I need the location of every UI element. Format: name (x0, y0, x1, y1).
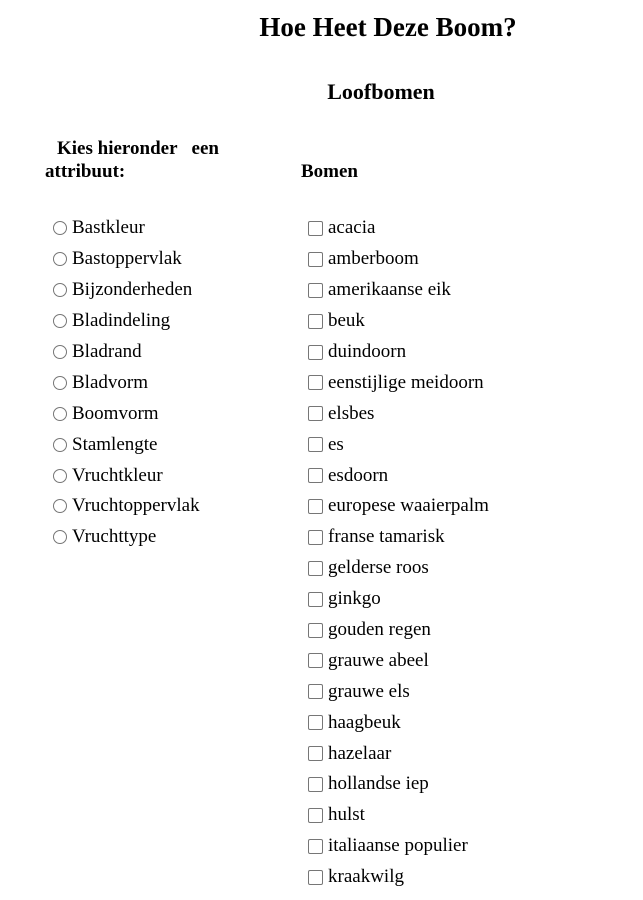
tree-option[interactable] (308, 676, 489, 707)
attribute-option[interactable] (53, 337, 200, 368)
tree-option[interactable] (308, 831, 489, 862)
tree-option[interactable] (308, 862, 489, 893)
radio-button[interactable] (53, 376, 67, 390)
attribute-radio-list (53, 213, 200, 553)
attribute-label: Vruchtkleur (72, 464, 163, 486)
tree-option[interactable] (308, 769, 489, 800)
tree-option[interactable] (308, 584, 489, 615)
attribute-option[interactable] (53, 460, 200, 491)
attribute-label: Bladindeling (72, 310, 171, 332)
radio-button[interactable] (53, 252, 67, 266)
tree-label: eenstijlige meidoorn (328, 371, 484, 393)
checkbox[interactable] (308, 623, 323, 638)
attribute-label: Vruchtoppervlak (72, 495, 200, 517)
tree-label: esdoorn (328, 464, 389, 486)
tree-option[interactable] (308, 398, 489, 429)
tree-label: hazelaar (328, 742, 392, 764)
radio-button[interactable] (53, 345, 67, 359)
attribute-option[interactable] (53, 213, 200, 244)
checkbox[interactable] (308, 839, 323, 854)
tree-checkbox-list (308, 213, 489, 893)
checkbox[interactable] (308, 808, 323, 823)
radio-button[interactable] (53, 314, 67, 328)
tree-label: ginkgo (328, 588, 381, 610)
checkbox[interactable] (308, 684, 323, 699)
checkbox[interactable] (308, 715, 323, 730)
attribute-option[interactable] (53, 491, 200, 522)
attribute-heading-text-end: een (191, 138, 219, 159)
tree-label: grauwe els (328, 680, 410, 702)
attribute-option[interactable] (53, 367, 200, 398)
tree-option[interactable] (308, 707, 489, 738)
tree-label: amerikaanse eik (328, 279, 451, 301)
tree-label: es (328, 433, 344, 455)
trees-heading: Bomen (301, 161, 358, 182)
checkbox[interactable] (308, 283, 323, 298)
radio-button[interactable] (53, 530, 67, 544)
radio-button[interactable] (53, 407, 67, 421)
tree-option[interactable] (308, 491, 489, 522)
attribute-label: Stamlengte (72, 433, 158, 455)
checkbox[interactable] (308, 530, 323, 545)
tree-label: elsbes (328, 402, 375, 424)
checkbox[interactable] (308, 746, 323, 761)
checkbox[interactable] (308, 345, 323, 360)
attribute-label: Boomvorm (72, 402, 159, 424)
tree-option[interactable] (308, 460, 489, 491)
attribute-label: Bladrand (72, 341, 142, 362)
tree-label: acacia (328, 217, 376, 239)
page-subtitle: Loofbomen (327, 79, 435, 104)
attribute-label: Vruchttype (72, 526, 157, 548)
tree-label: franse tamarisk (328, 526, 445, 548)
tree-option[interactable] (308, 213, 489, 244)
attribute-label: Bastkleur (72, 217, 145, 239)
attribute-heading-line2: attribuut: (45, 161, 126, 182)
checkbox[interactable] (308, 653, 323, 668)
tree-option[interactable] (308, 645, 489, 676)
tree-label: duindoorn (328, 341, 407, 362)
attribute-option[interactable] (53, 522, 200, 553)
attribute-heading-line1 (45, 137, 245, 160)
checkbox[interactable] (308, 870, 323, 885)
tree-label: hollandse iep (328, 773, 429, 795)
tree-option[interactable] (308, 800, 489, 831)
checkbox[interactable] (308, 777, 323, 792)
attribute-label: Bastoppervlak (72, 248, 182, 270)
page-title: Hoe Heet Deze Boom? (259, 12, 517, 42)
tree-label: italiaanse populier (328, 835, 468, 857)
checkbox[interactable] (308, 468, 323, 483)
attribute-heading-text: Kies hieronder (57, 138, 178, 159)
checkbox[interactable] (308, 221, 323, 236)
radio-button[interactable] (53, 438, 67, 452)
radio-button[interactable] (53, 221, 67, 235)
attribute-option[interactable] (53, 244, 200, 275)
tree-label: hulst (328, 804, 365, 826)
tree-option[interactable] (308, 337, 489, 368)
checkbox[interactable] (308, 499, 323, 514)
tree-option[interactable] (308, 553, 489, 584)
attribute-label: Bijzonderheden (72, 279, 193, 301)
tree-label: beuk (328, 310, 365, 332)
tree-option[interactable] (308, 738, 489, 769)
tree-option[interactable] (308, 306, 489, 337)
checkbox[interactable] (308, 592, 323, 607)
attribute-option[interactable] (53, 429, 200, 460)
tree-label: gouden regen (328, 619, 431, 641)
attribute-option[interactable] (53, 306, 200, 337)
tree-option[interactable] (308, 367, 489, 398)
attribute-option[interactable] (53, 398, 200, 429)
checkbox[interactable] (308, 561, 323, 576)
attribute-label: Bladvorm (72, 371, 148, 393)
radio-button[interactable] (53, 283, 67, 297)
attribute-heading (45, 137, 245, 183)
checkbox[interactable] (308, 252, 323, 267)
checkbox[interactable] (308, 314, 323, 329)
tree-label: haagbeuk (328, 711, 401, 733)
attribute-option[interactable] (53, 275, 200, 306)
tree-option[interactable] (308, 244, 489, 275)
tree-label: grauwe abeel (328, 649, 429, 671)
tree-option[interactable] (308, 429, 489, 460)
checkbox[interactable] (308, 437, 323, 452)
tree-label: kraakwilg (328, 866, 404, 888)
radio-button[interactable] (53, 469, 67, 483)
tree-option[interactable] (308, 275, 489, 306)
tree-label: europese waaierpalm (328, 495, 489, 517)
checkbox[interactable] (308, 406, 323, 421)
tree-option[interactable] (308, 522, 489, 553)
radio-button[interactable] (53, 499, 67, 513)
tree-label: amberboom (328, 248, 419, 270)
tree-option[interactable] (308, 615, 489, 646)
tree-label: gelderse roos (328, 557, 429, 579)
checkbox[interactable] (308, 375, 323, 390)
